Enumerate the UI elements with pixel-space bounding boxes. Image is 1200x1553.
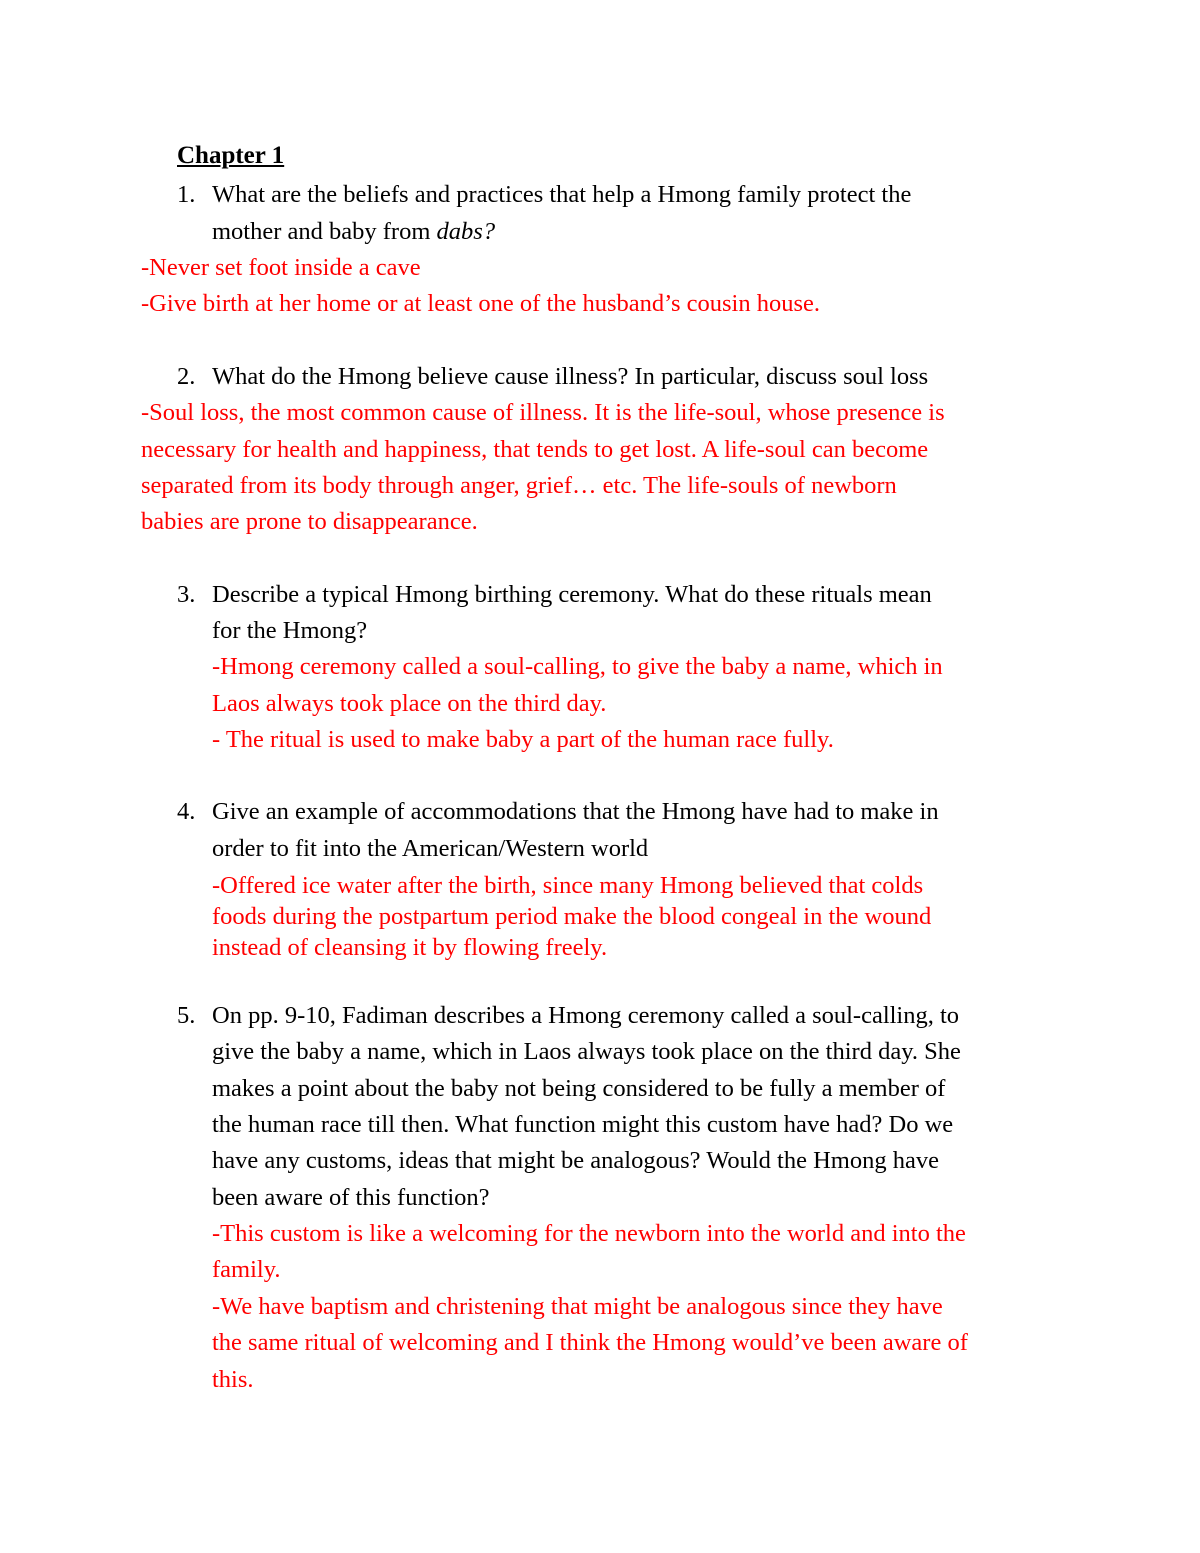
- question-5-line-6: been aware of this function?: [212, 1184, 490, 1211]
- answer-3-line-2: Laos always took place on the third day.: [212, 690, 607, 717]
- chapter-heading: Chapter 1: [177, 142, 285, 169]
- question-1-line-1: What are the beliefs and practices that help a Hmong family protect the: [212, 181, 912, 208]
- question-5-line-4: the human race till then. What function might this custom have had? Do we: [212, 1111, 954, 1138]
- answer-3-line-3: - The ritual is used to make baby a part of the human race fully.: [212, 726, 834, 753]
- answer-4-line-2: foods during the postpartum period make the blood congeal in the wound: [212, 903, 932, 930]
- answer-5-line-5: this.: [212, 1366, 254, 1393]
- question-5-line-5: have any customs, ideas that might be analogous? Would the Hmong have: [212, 1147, 939, 1174]
- question-1-line-2: [212, 217, 495, 247]
- question-4-number: 4.: [177, 798, 196, 825]
- answer-5-line-4: the same ritual of welcoming and I think the Hmong would’ve been aware of: [212, 1329, 968, 1356]
- answer-1-line-1: -Never set foot inside a cave: [141, 254, 421, 281]
- question-1-number: 1.: [177, 181, 196, 208]
- question-2-number: 2.: [177, 363, 196, 390]
- answer-4-line-1: -Offered ice water after the birth, since many Hmong believed that colds: [212, 872, 924, 899]
- answer-2-line-4: babies are prone to disappearance.: [141, 508, 478, 535]
- answer-2-line-3: separated from its body through anger, grief… etc. The life-souls of newborn: [141, 472, 897, 499]
- question-2-line-1: What do the Hmong believe cause illness? In particular, discuss soul loss: [212, 363, 929, 390]
- answer-2-line-1: -Soul loss, the most common cause of illness. It is the life-soul, whose presence is: [141, 399, 945, 426]
- question-1-line-2-text: mother and baby from: [212, 218, 437, 245]
- question-5-line-1: On pp. 9-10, Fadiman describes a Hmong ceremony called a soul-calling, to: [212, 1002, 960, 1029]
- answer-5-line-2: family.: [212, 1256, 281, 1283]
- question-5-number: 5.: [177, 1002, 196, 1029]
- question-1-dabs-term: dabs?: [436, 218, 496, 245]
- answer-3-line-1: -Hmong ceremony called a soul-calling, to give the baby a name, which in: [212, 653, 943, 680]
- question-4-line-2: order to fit into the American/Western world: [212, 835, 649, 862]
- answer-5-line-1: -This custom is like a welcoming for the newborn into the world and into the: [212, 1220, 966, 1247]
- question-3-line-1: Describe a typical Hmong birthing ceremony. What do these rituals mean: [212, 581, 932, 608]
- answer-2-line-2: necessary for health and happiness, that tends to get lost. A life-soul can become: [141, 436, 929, 463]
- question-4-line-1: Give an example of accommodations that the Hmong have had to make in: [212, 798, 939, 825]
- answer-5-line-3: -We have baptism and christening that might be analogous since they have: [212, 1293, 943, 1320]
- question-5-line-3: makes a point about the baby not being considered to be fully a member of: [212, 1075, 946, 1102]
- question-3-line-2: for the Hmong?: [212, 617, 368, 644]
- answer-1-line-2: -Give birth at her home or at least one of the husband’s cousin house.: [141, 290, 821, 317]
- question-3-number: 3.: [177, 581, 196, 608]
- answer-4-line-3: instead of cleansing it by flowing freely.: [212, 934, 608, 961]
- question-5-line-2: give the baby a name, which in Laos always took place on the third day. She: [212, 1038, 961, 1065]
